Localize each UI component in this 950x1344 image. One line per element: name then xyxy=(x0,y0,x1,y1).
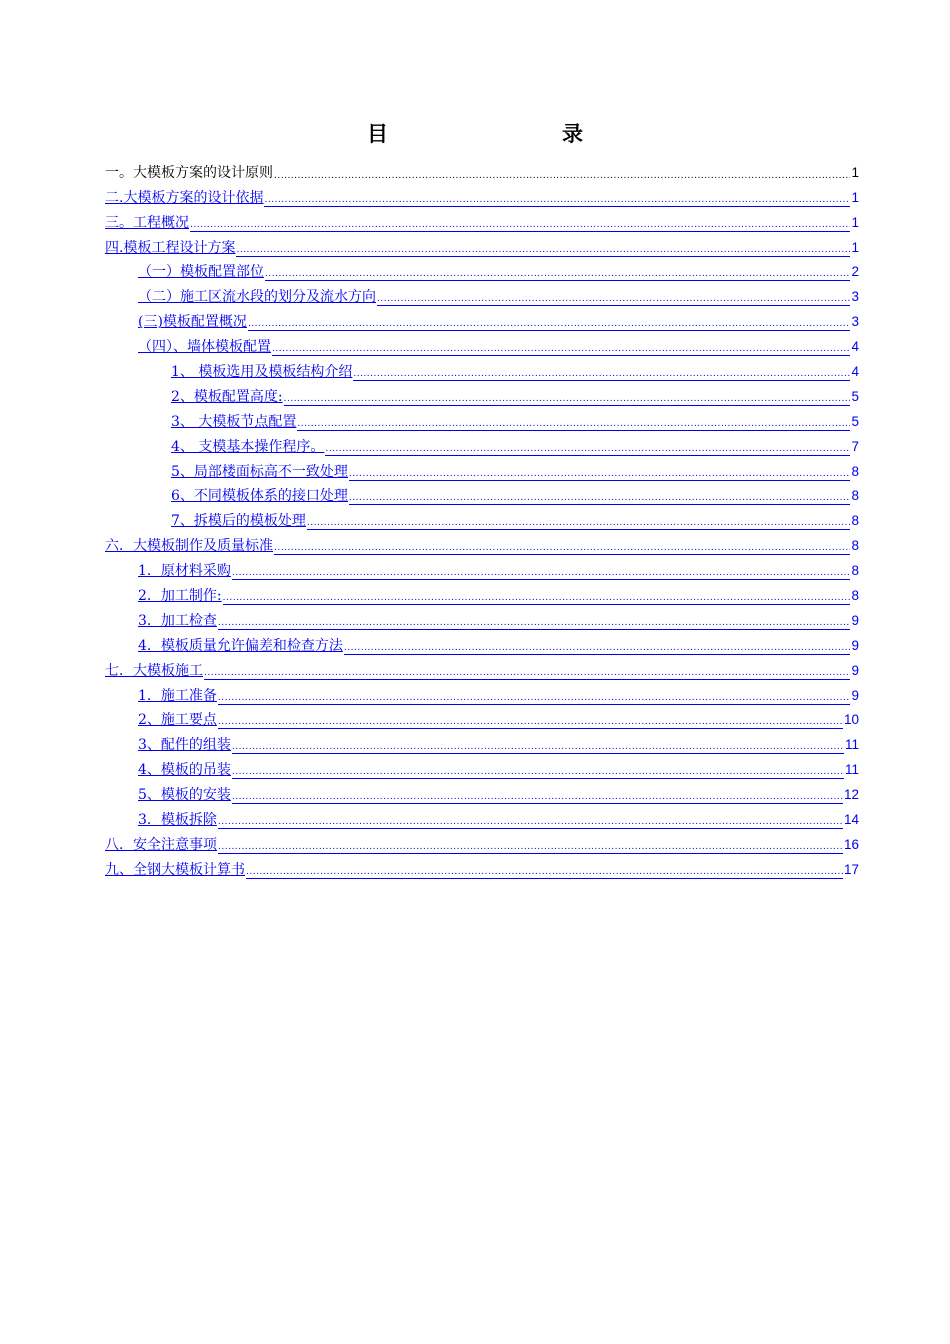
toc-page-number: 8 xyxy=(851,538,859,554)
toc-entry-text: 一。大模板方案的设计原则 xyxy=(105,164,273,181)
toc-page-number: 5 xyxy=(851,388,859,404)
toc-entry-text: 1．施工准备 xyxy=(138,687,217,704)
toc-entry[interactable] xyxy=(105,630,859,655)
toc-page-number: 3 xyxy=(851,314,859,330)
toc-entry-text: 4、 支模基本操作程序。 xyxy=(171,438,325,455)
toc-entry-text: （四）、墙体模板配置 xyxy=(138,339,271,356)
toc-entry-text: 2．加工制作: xyxy=(138,588,222,605)
toc-entry-text: 1、 模板选用及模板结构介绍 xyxy=(171,364,353,381)
toc-page-number: 1 xyxy=(851,164,859,180)
toc-entry-text: 六．大模板制作及质量标准 xyxy=(105,538,273,555)
toc-page-number: 3 xyxy=(851,289,859,305)
toc-page-number: 4 xyxy=(851,364,859,380)
toc-entry[interactable] xyxy=(105,456,859,481)
toc-page-number: 4 xyxy=(851,339,859,355)
toc-entry-text: 四.模板工程设计方案 xyxy=(105,239,236,256)
toc-page-number: 7 xyxy=(851,438,859,454)
toc-dot-leader xyxy=(218,617,851,630)
toc-entry[interactable] xyxy=(105,207,859,232)
toc-entry[interactable] xyxy=(105,829,859,854)
toc-page-number: 5 xyxy=(851,413,859,429)
toc-page-number: 9 xyxy=(851,612,859,628)
toc-page-number: 17 xyxy=(843,861,859,877)
toc-title: 目 录 xyxy=(367,122,627,146)
toc-entry[interactable] xyxy=(105,505,859,530)
toc-entry-text: 5、模板的安装 xyxy=(138,787,231,804)
toc-page-number: 8 xyxy=(851,513,859,529)
toc-entry[interactable] xyxy=(105,530,859,555)
toc-dot-leader xyxy=(349,492,851,505)
toc-dot-leader xyxy=(264,194,850,207)
toc-page-number: 16 xyxy=(843,836,859,852)
toc-entry-text: 二.大模板方案的设计依据 xyxy=(105,189,264,206)
toc-entry[interactable] xyxy=(105,406,859,431)
toc-entry-text: 2、模板配置高度: xyxy=(171,388,283,405)
toc-entry[interactable] xyxy=(105,306,859,331)
toc-entry[interactable] xyxy=(105,431,859,456)
toc-entry-text: 2、施工要点 xyxy=(138,712,217,729)
toc-dot-leader xyxy=(344,642,851,655)
toc-dot-leader xyxy=(218,816,843,829)
toc-dot-leader xyxy=(248,318,851,331)
toc-entry-text: （一）模板配置部位 xyxy=(138,264,264,281)
toc-dot-leader xyxy=(297,418,850,431)
toc-entry[interactable] xyxy=(105,729,859,754)
toc-entry[interactable] xyxy=(105,331,859,356)
toc-dot-leader xyxy=(218,841,843,854)
toc-entry[interactable] xyxy=(105,232,859,257)
toc-dot-leader xyxy=(325,443,850,456)
toc-entry-text: 三。工程概况 xyxy=(105,214,189,231)
toc-entry-text: 1．原材料采购 xyxy=(138,563,231,580)
toc-entry-text: 3、配件的组装 xyxy=(138,737,231,754)
toc-entry[interactable] xyxy=(105,481,859,506)
table-of-contents xyxy=(105,157,859,879)
toc-page-number: 1 xyxy=(851,239,859,255)
toc-page-number: 1 xyxy=(851,214,859,230)
toc-page-number: 9 xyxy=(851,662,859,678)
toc-dot-leader xyxy=(223,592,851,605)
toc-entry[interactable] xyxy=(105,705,859,730)
toc-entry[interactable] xyxy=(105,680,859,705)
toc-entry[interactable] xyxy=(105,854,859,879)
toc-dot-leader xyxy=(284,393,851,406)
toc-entry[interactable] xyxy=(105,381,859,406)
toc-dot-leader xyxy=(377,293,850,306)
toc-dot-leader xyxy=(246,866,843,879)
toc-entry-text: 3、 大模板节点配置 xyxy=(171,413,297,430)
toc-dot-leader xyxy=(236,244,850,257)
toc-page-number: 8 xyxy=(851,463,859,479)
toc-page-number: 14 xyxy=(843,812,859,828)
toc-dot-leader xyxy=(353,368,850,381)
toc-dot-leader xyxy=(272,343,850,356)
toc-dot-leader xyxy=(232,741,844,754)
toc-entry[interactable] xyxy=(105,182,859,207)
toc-dot-leader xyxy=(265,268,850,281)
toc-dot-leader xyxy=(190,219,850,232)
toc-entry-text: 七．大模板施工 xyxy=(105,662,203,679)
toc-entry-text: 6、不同模板体系的接口处理 xyxy=(171,488,348,505)
toc-page-number: 8 xyxy=(851,488,859,504)
toc-dot-leader xyxy=(349,468,851,481)
toc-entry[interactable] xyxy=(105,804,859,829)
toc-dot-leader xyxy=(232,791,843,804)
toc-entry-text: (三)模板配置概况 xyxy=(138,314,247,331)
toc-page-number: 8 xyxy=(851,563,859,579)
toc-dot-leader xyxy=(218,716,843,729)
toc-dot-leader xyxy=(307,517,851,530)
toc-entry[interactable] xyxy=(105,605,859,630)
toc-entry[interactable] xyxy=(105,754,859,779)
toc-entry[interactable] xyxy=(105,555,859,580)
toc-entry xyxy=(105,157,859,182)
toc-page-number: 11 xyxy=(844,762,859,778)
toc-dot-leader xyxy=(232,567,851,580)
toc-dot-leader xyxy=(218,692,851,705)
toc-page-number: 10 xyxy=(843,712,859,728)
toc-page-number: 1 xyxy=(851,189,859,205)
toc-entry-text: 九、全钢大模板计算书 xyxy=(105,861,245,878)
toc-entry[interactable] xyxy=(105,356,859,381)
toc-entry-text: 八．安全注意事项 xyxy=(105,836,217,853)
toc-entry-text: 3．模板拆除 xyxy=(138,812,217,829)
toc-page-number: 12 xyxy=(843,787,859,803)
toc-entry-text: （二）施工区流水段的划分及流水方向 xyxy=(138,289,376,306)
toc-page-number: 8 xyxy=(851,588,859,604)
toc-page-number: 2 xyxy=(851,264,859,280)
toc-dot-leader xyxy=(232,766,844,779)
toc-entry-text: 5、局部楼面标高不一致处理 xyxy=(171,463,348,480)
toc-entry-text: 3．加工检查 xyxy=(138,612,217,629)
toc-dot-leader xyxy=(274,170,850,182)
toc-entry[interactable] xyxy=(105,580,859,605)
toc-entry[interactable] xyxy=(105,779,859,804)
toc-page-number: 11 xyxy=(844,737,859,753)
toc-entry[interactable] xyxy=(105,257,859,282)
toc-page-number: 9 xyxy=(851,687,859,703)
toc-entry-text: 7、拆模后的模板处理 xyxy=(171,513,306,530)
toc-entry[interactable] xyxy=(105,281,859,306)
toc-entry[interactable] xyxy=(105,655,859,680)
toc-dot-leader xyxy=(204,667,850,680)
toc-dot-leader xyxy=(274,542,850,555)
toc-page-number: 9 xyxy=(851,637,859,653)
toc-entry-text: 4．模板质量允许偏差和检查方法 xyxy=(138,637,343,654)
toc-entry-text: 4、模板的吊装 xyxy=(138,762,231,779)
